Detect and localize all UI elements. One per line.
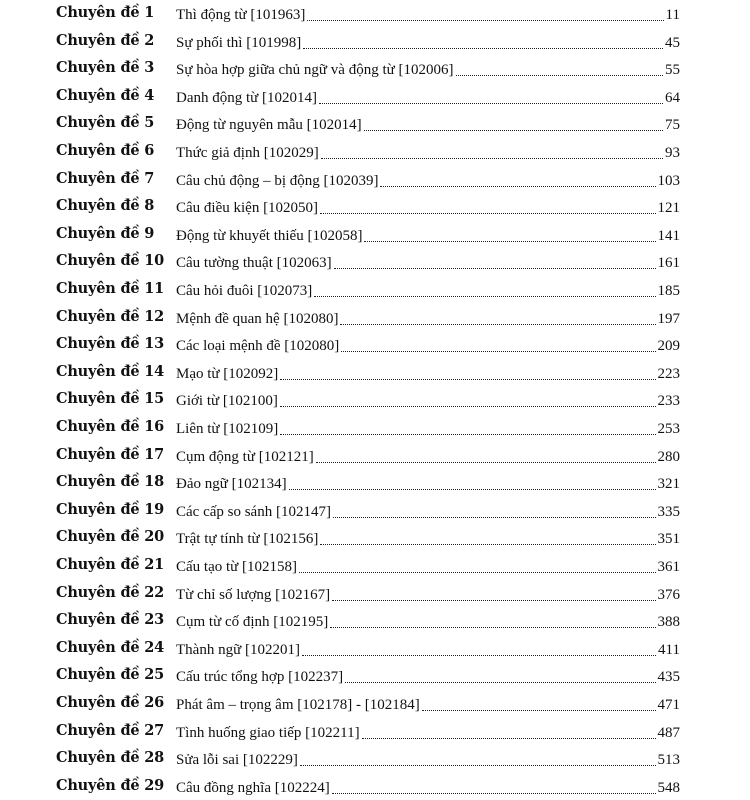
toc-entry xyxy=(176,528,680,548)
toc-chapter-title[interactable]: Phát âm – trọng âm [102178] - [102184] xyxy=(176,697,420,713)
toc-chapter-title[interactable]: Trật tự tính từ [102156] xyxy=(176,531,319,548)
toc-chapter-title[interactable]: Giới từ [102100] xyxy=(176,393,278,410)
dot-leader xyxy=(289,489,656,490)
toc-chapter-title[interactable]: Cụm động từ [102121] xyxy=(176,448,314,465)
toc-entry xyxy=(176,611,680,631)
toc-page-number[interactable]: 233 xyxy=(657,393,680,410)
toc-page-number[interactable]: 471 xyxy=(657,697,680,713)
toc-entry xyxy=(176,335,680,355)
toc-entry xyxy=(176,87,680,107)
toc-chapter-label: Chuyên đề 22 xyxy=(56,583,165,601)
toc-chapter-label: Chuyên đề 4 xyxy=(56,86,155,104)
toc-chapter-label: Chuyên đề 20 xyxy=(56,528,165,546)
toc-entry xyxy=(176,749,680,769)
toc-page-number[interactable]: 513 xyxy=(657,752,680,769)
toc-entry xyxy=(176,722,680,742)
toc-chapter-label: Chuyên đề 12 xyxy=(56,307,165,325)
dot-leader xyxy=(422,710,656,711)
toc-chapter-label: Chuyên đề 9 xyxy=(56,224,155,242)
toc-row[interactable] xyxy=(0,497,750,524)
toc-entry xyxy=(176,418,680,438)
toc-row[interactable] xyxy=(0,469,750,496)
toc-chapter-title[interactable]: Tình huống giao tiếp [102211] xyxy=(176,724,360,741)
toc-page-number[interactable]: 121 xyxy=(657,200,680,217)
dot-leader xyxy=(320,213,655,214)
toc-row[interactable] xyxy=(0,690,750,717)
toc-chapter-label: Chuyên đề 5 xyxy=(56,114,155,132)
toc-entry xyxy=(176,556,680,576)
toc-chapter-label: Chuyên đề 11 xyxy=(56,280,165,297)
toc-entry xyxy=(176,390,680,410)
toc-page-number[interactable]: 141 xyxy=(657,227,680,244)
toc-row[interactable] xyxy=(0,331,750,358)
toc-entry xyxy=(176,501,680,521)
toc-page-number[interactable]: 161 xyxy=(657,255,680,272)
dot-leader xyxy=(364,241,655,242)
toc-chapter-title[interactable]: Sự phối thì [101998] xyxy=(176,34,302,51)
toc-chapter-label: Chuyên đề 26 xyxy=(56,694,165,711)
toc-row[interactable] xyxy=(0,662,750,689)
toc-chapter-title[interactable]: Thì động từ [101963] xyxy=(176,7,306,23)
toc-chapter-label: Chuyên đề 16 xyxy=(56,418,165,435)
toc-chapter-label: Chuyên đề 3 xyxy=(56,59,155,77)
toc-page-number[interactable]: 103 xyxy=(657,172,680,189)
toc-row[interactable] xyxy=(0,138,750,165)
toc-row[interactable] xyxy=(0,773,750,800)
toc-page-number[interactable]: 253 xyxy=(657,421,680,437)
toc-entry xyxy=(176,639,680,659)
dot-leader xyxy=(345,682,655,683)
toc-chapter-title[interactable]: Cấu tạo từ [102158] xyxy=(176,559,298,575)
dot-leader xyxy=(303,48,663,49)
toc-row[interactable] xyxy=(0,359,750,386)
toc-entry xyxy=(176,280,680,300)
toc-entry xyxy=(176,225,680,245)
toc-row[interactable] xyxy=(0,745,750,772)
toc-entry xyxy=(176,666,680,686)
toc-entry xyxy=(176,4,680,24)
toc-chapter-title[interactable]: Sửa lỗi sai [102229] xyxy=(176,752,298,769)
toc-entry xyxy=(176,170,680,190)
toc-chapter-label: Chuyên đề 25 xyxy=(56,666,165,684)
toc-row[interactable] xyxy=(0,718,750,745)
dot-leader xyxy=(341,351,655,352)
toc-entry xyxy=(176,777,680,797)
toc-row[interactable] xyxy=(0,193,750,220)
dot-leader xyxy=(316,462,656,463)
toc-chapter-title[interactable]: Động từ nguyên mẫu [102014] xyxy=(176,117,362,134)
toc-page-number[interactable]: 376 xyxy=(657,586,680,603)
dot-leader xyxy=(456,75,664,76)
toc-chapter-title[interactable]: Câu chủ động – bị động [102039] xyxy=(176,172,379,189)
toc-chapter-title[interactable]: Các cấp so sánh [102147] xyxy=(176,503,331,520)
toc-chapter-title[interactable]: Sự hòa hợp giữa chủ ngữ và động từ [102006] xyxy=(176,62,454,79)
dot-leader xyxy=(314,296,655,297)
toc-page-number[interactable]: 64 xyxy=(665,89,680,106)
toc-chapter-title[interactable]: Câu tường thuật [102063] xyxy=(176,255,332,272)
toc-chapter-label: Chuyên đề 21 xyxy=(56,556,165,573)
toc-entry xyxy=(176,694,680,714)
toc-page-number[interactable]: 11 xyxy=(665,7,680,23)
toc-chapter-title[interactable]: Liên từ [102109] xyxy=(176,421,279,437)
toc-chapter-label: Chuyên đề 24 xyxy=(56,638,165,656)
toc-chapter-title[interactable]: Cấu trúc tổng hợp [102237] xyxy=(176,669,344,686)
toc-page-number[interactable]: 321 xyxy=(657,476,680,493)
toc-row[interactable] xyxy=(0,248,750,275)
dot-leader xyxy=(362,738,656,739)
toc-row[interactable] xyxy=(0,28,750,55)
toc-chapter-label: Chuyên đề 18 xyxy=(56,473,165,491)
toc-row[interactable] xyxy=(0,607,750,634)
toc-row[interactable] xyxy=(0,386,750,413)
toc-page-number[interactable]: 223 xyxy=(657,365,680,382)
toc-row[interactable] xyxy=(0,304,750,331)
toc-chapter-label: Chuyên đề 6 xyxy=(56,142,155,159)
toc-row[interactable] xyxy=(0,55,750,82)
toc-row[interactable] xyxy=(0,414,750,441)
toc-chapter-label: Chuyên đề 7 xyxy=(56,169,155,187)
toc-page-number[interactable]: 351 xyxy=(657,531,680,548)
toc-chapter-label: Chuyên đề 10 xyxy=(56,252,165,270)
toc-page-number[interactable]: 93 xyxy=(665,145,680,161)
toc-row[interactable] xyxy=(0,0,750,27)
dot-leader xyxy=(280,379,655,380)
toc-page-number[interactable]: 361 xyxy=(657,559,680,575)
toc-chapter-title[interactable]: Đảo ngữ [102134] xyxy=(176,476,287,493)
toc-page-number[interactable]: 411 xyxy=(658,641,680,658)
dot-leader xyxy=(280,434,655,435)
toc-chapter-title[interactable]: Động từ khuyết thiếu [102058] xyxy=(176,227,363,244)
toc-entry xyxy=(176,252,680,272)
toc-page-number[interactable]: 197 xyxy=(657,310,680,327)
dot-leader xyxy=(320,544,655,545)
toc-chapter-title[interactable]: Câu đồng nghĩa [102224] xyxy=(176,779,330,796)
toc-row[interactable] xyxy=(0,524,750,551)
toc-page-number[interactable]: 75 xyxy=(665,117,680,134)
toc-entry xyxy=(176,446,680,466)
toc-row[interactable] xyxy=(0,442,750,469)
toc-page-number[interactable]: 388 xyxy=(657,614,680,631)
dot-leader xyxy=(280,406,656,407)
dot-leader xyxy=(302,655,656,656)
dot-leader xyxy=(340,324,655,325)
toc-chapter-title[interactable]: Thành ngữ [102201] xyxy=(176,641,300,658)
toc-chapter-title[interactable]: Câu hỏi đuôi [102073] xyxy=(176,283,313,299)
toc-page-number[interactable]: 209 xyxy=(657,338,680,355)
toc-entry xyxy=(176,363,680,383)
toc-entry xyxy=(176,114,680,134)
toc-chapter-title[interactable]: Danh động từ [102014] xyxy=(176,89,318,106)
toc-chapter-title[interactable]: Từ chỉ số lượng [102167] xyxy=(176,586,331,603)
toc-chapter-label: Chuyên đề 19 xyxy=(56,500,165,518)
toc-entry xyxy=(176,32,680,52)
toc-entry xyxy=(176,197,680,217)
toc-chapter-title[interactable]: Câu điều kiện [102050] xyxy=(176,200,319,217)
toc-chapter-title[interactable]: Mạo từ [102092] xyxy=(176,365,279,382)
toc-entry xyxy=(176,59,680,79)
toc-chapter-label: Chuyên đề 15 xyxy=(56,390,165,408)
toc-chapter-title[interactable]: Cụm từ cố định [102195] xyxy=(176,614,329,631)
dot-leader xyxy=(321,158,663,159)
dot-leader xyxy=(307,20,663,21)
toc-entry xyxy=(176,584,680,604)
dot-leader xyxy=(332,600,655,601)
dot-leader xyxy=(333,517,656,518)
toc-chapter-label: Chuyên đề 14 xyxy=(56,362,165,380)
dot-leader xyxy=(334,268,656,269)
toc-entry xyxy=(176,308,680,328)
toc-page-number[interactable]: 45 xyxy=(665,34,680,51)
toc-row[interactable] xyxy=(0,276,750,303)
toc-chapter-label: Chuyên đề 27 xyxy=(56,721,165,739)
toc-row[interactable] xyxy=(0,635,750,662)
toc-page-number[interactable]: 548 xyxy=(657,779,680,796)
toc-page-number[interactable]: 55 xyxy=(665,62,680,79)
toc-chapter-title[interactable]: Các loại mệnh đề [102080] xyxy=(176,338,340,355)
toc-page-number[interactable]: 280 xyxy=(657,448,680,465)
dot-leader xyxy=(364,130,663,131)
toc-page-number[interactable]: 435 xyxy=(657,669,680,686)
toc-row[interactable] xyxy=(0,552,750,579)
toc-row[interactable] xyxy=(0,83,750,110)
toc-chapter-label: Chuyên đề 8 xyxy=(56,197,155,215)
toc-page-number[interactable]: 185 xyxy=(657,283,680,299)
toc-row[interactable] xyxy=(0,110,750,137)
toc-chapter-title[interactable]: Mệnh đề quan hệ [102080] xyxy=(176,310,339,327)
dot-leader xyxy=(332,793,656,794)
toc-entry xyxy=(176,142,680,162)
dot-leader xyxy=(380,186,655,187)
toc-page-number[interactable]: 335 xyxy=(657,503,680,520)
toc-chapter-label: Chuyên đề 29 xyxy=(56,776,165,794)
toc-chapter-label: Chuyên đề 1 xyxy=(56,4,155,21)
dot-leader xyxy=(330,627,655,628)
toc-chapter-label: Chuyên đề 13 xyxy=(56,335,165,353)
toc-chapter-title[interactable]: Thức giả định [102029] xyxy=(176,145,319,161)
dot-leader xyxy=(299,572,655,573)
dot-leader xyxy=(300,765,656,766)
toc-chapter-label: Chuyên đề 17 xyxy=(56,445,165,463)
toc-row[interactable] xyxy=(0,166,750,193)
toc-entry xyxy=(176,473,680,493)
toc-row[interactable] xyxy=(0,221,750,248)
toc-chapter-label: Chuyên đề 2 xyxy=(56,31,155,49)
dot-leader xyxy=(319,103,663,104)
toc-chapter-label: Chuyên đề 28 xyxy=(56,749,165,767)
toc-row[interactable] xyxy=(0,580,750,607)
toc-page-number[interactable]: 487 xyxy=(657,724,680,741)
toc-chapter-label: Chuyên đề 23 xyxy=(56,611,165,629)
